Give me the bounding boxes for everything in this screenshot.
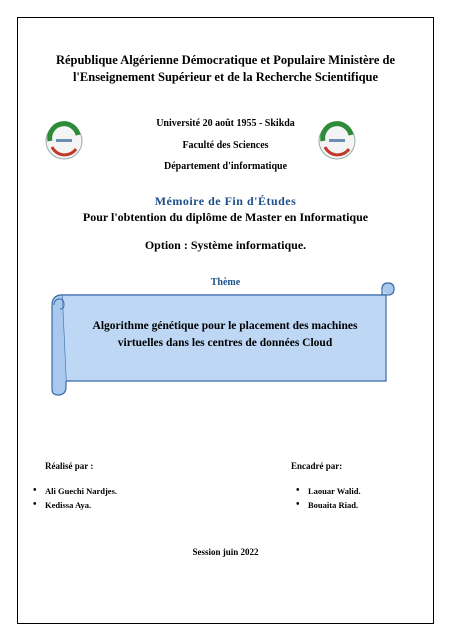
authors-label: Réalisé par : — [45, 461, 94, 471]
theme-label: Thème — [210, 277, 241, 288]
list-item: • Ali Guechi Nardjes. — [33, 484, 117, 498]
degree-subtitle: Pour l'obtention du diplôme de Master en Informatique — [82, 210, 369, 224]
republic-ministry-header: République Algérienne Démocratique et Populaire Ministère de l'Enseignement Supérieur et de la Recherche Scientifique — [55, 53, 396, 84]
list-item: • Laouar Walid. — [296, 484, 361, 498]
list-item: • Kedissa Aya. — [33, 498, 117, 512]
faculty-name: Faculté des Sciences — [182, 140, 269, 151]
list-item: • Bouaita Riad. — [296, 498, 361, 512]
thesis-theme-title: Algorithme génétique pour le placement des machines virtuelles dans les centres de données Cloud — [92, 320, 358, 349]
department-name: Département d'informatique — [163, 161, 288, 172]
memoire-title: Mémoire de Fin d'Études — [154, 194, 297, 208]
authors-list — [33, 484, 117, 512]
session-date: Session juin 2022 — [192, 547, 259, 557]
university-name: Université 20 août 1955 - Skikda — [156, 118, 295, 129]
supervisors-label: Encadré par: — [291, 461, 343, 471]
supervisors-list — [296, 484, 361, 512]
option-line: Option : Système informatique. — [144, 238, 307, 252]
